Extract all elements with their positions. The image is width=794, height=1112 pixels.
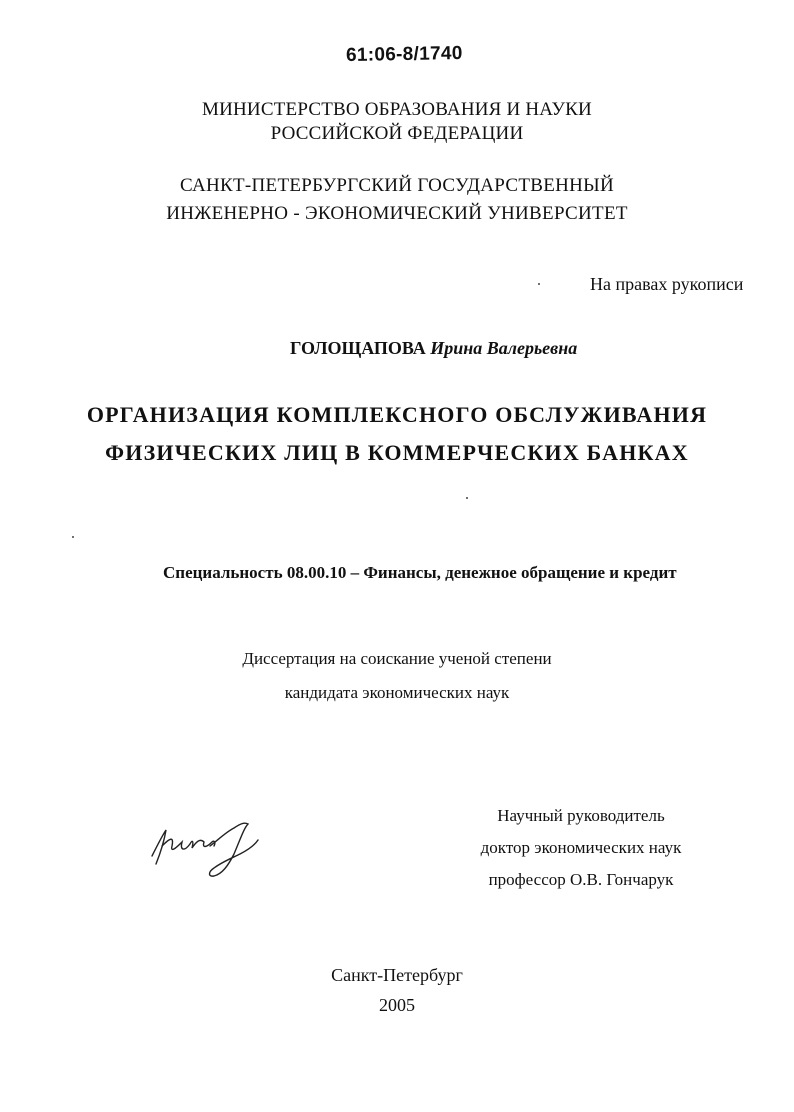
ministry-line-2: РОССИЙСКОЙ ФЕДЕРАЦИИ (270, 123, 524, 144)
university-line-1: САНКТ-ПЕТЕРБУРГСКИЙ ГОСУДАРСТВЕННЫЙ (179, 175, 615, 196)
thesis-title-line-2: ФИЗИЧЕСКИХ ЛИЦ В КОММЕРЧЕСКИХ БАНКАХ (105, 440, 689, 465)
signature-image (148, 816, 266, 880)
degree-statement (0, 642, 794, 710)
ministry-header (0, 98, 794, 146)
place-and-year (0, 960, 794, 1020)
degree-line-1: Диссертация на соискание ученой степени (242, 649, 552, 668)
year: 2005 (379, 995, 415, 1015)
university-header (0, 172, 794, 228)
ministry-line-1: МИНИСТЕРСТВО ОБРАЗОВАНИЯ И НАУКИ (202, 99, 592, 120)
author-given-names: Ирина Валерьевна (430, 338, 578, 358)
archive-code: 61:06-8/1740 (345, 42, 463, 67)
thesis-title (0, 396, 794, 472)
advisor-line-3: профессор О.В. Гончарук (488, 870, 674, 889)
thesis-title-line-1: ОРГАНИЗАЦИЯ КОМПЛЕКСНОГО ОБСЛУЖИВАНИЯ (86, 402, 708, 427)
advisor-line-2: доктор экономических наук (480, 838, 682, 857)
scan-speck (466, 497, 468, 499)
degree-line-2: кандидата экономических наук (284, 683, 510, 702)
city: Санкт-Петербург (331, 965, 463, 985)
scan-speck (538, 283, 540, 285)
specialty-line: Специальность 08.00.10 – Финансы, денежное обращение и кредит (163, 563, 677, 582)
author-name (290, 338, 577, 359)
scan-speck (72, 536, 74, 538)
manuscript-rights-note: На правах рукописи (590, 274, 744, 294)
advisor-line-1: Научный руководитель (497, 806, 665, 825)
author-surname: ГОЛОЩАПОВА (290, 338, 426, 358)
scientific-advisor (470, 800, 692, 896)
university-line-2: ИНЖЕНЕРНО - ЭКОНОМИЧЕСКИЙ УНИВЕРСИТЕТ (166, 203, 628, 224)
